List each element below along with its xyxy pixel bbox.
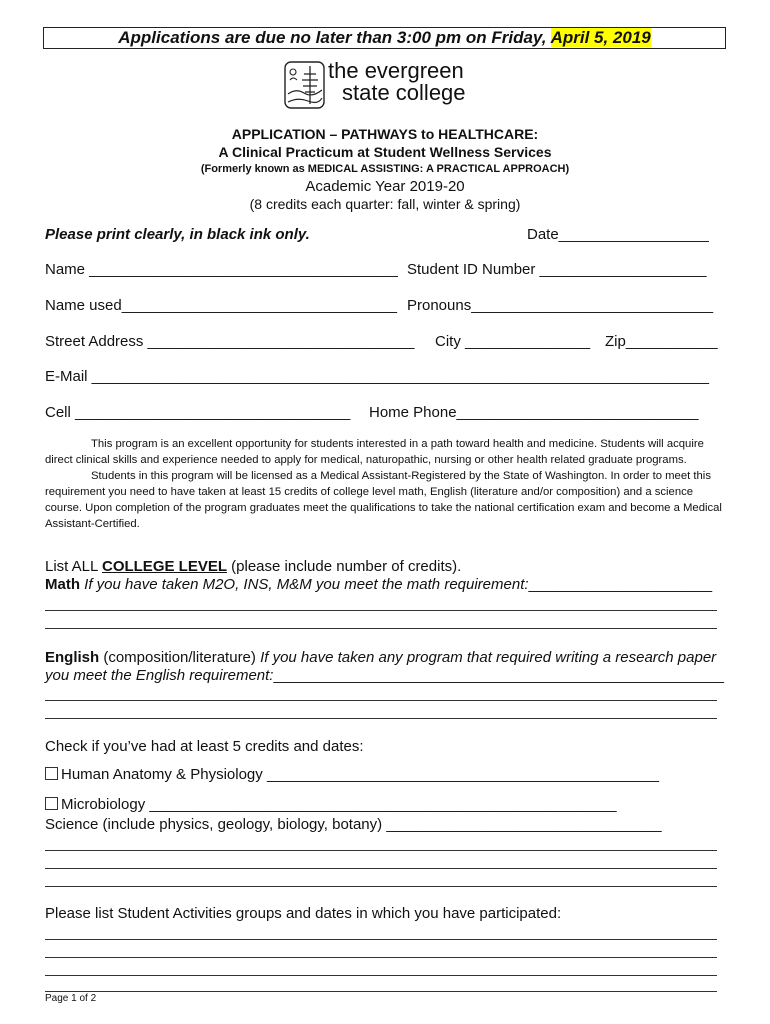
microbiology-checkbox[interactable] xyxy=(45,797,58,810)
anatomy-blank[interactable]: _______________________________________________ xyxy=(266,766,660,783)
college-level-heading xyxy=(45,558,725,575)
math-label: Math xyxy=(45,576,80,593)
page-number: Page 1 of 2 xyxy=(45,993,97,1004)
name-field[interactable]: Name _____________________________________ xyxy=(45,261,398,278)
english-instruction: If you have taken any program that required writing a research paper xyxy=(260,649,717,666)
anatomy-physiology-row xyxy=(45,766,725,783)
math-answer-line[interactable] xyxy=(45,610,717,611)
microbiology-row xyxy=(45,796,725,813)
math-instruction: If you have taken M2O, INS, M&M you meet the math requirement: xyxy=(80,576,529,593)
logo-line-2: state college xyxy=(342,80,466,105)
science-answer-line[interactable] xyxy=(45,868,717,869)
zip-field[interactable]: Zip___________ xyxy=(605,333,718,350)
description-paragraph-2: Students in this program will be licensed as a Medical Assistant-Registered by the State of Washington. In order to meet this requirement you need to have taken at least 15 credits of college level math, English (literature and/or composition) and a science course. Upon completion of the program graduates meet the qualifications to take the national certification exam and become a Medical Assistant-Certified. xyxy=(45,470,722,530)
english-answer-line[interactable] xyxy=(45,718,717,719)
credits-note: (8 credits each quarter: fall, winter & spring) xyxy=(249,196,521,212)
math-answer-line[interactable] xyxy=(45,628,717,629)
list-all-text: List ALL xyxy=(45,558,102,575)
email-field[interactable]: E-Mail __________________________________________________________________________ xyxy=(45,368,709,385)
english-requirement-line-2 xyxy=(45,667,725,684)
activities-answer-line[interactable] xyxy=(45,975,717,976)
tree-landscape-icon xyxy=(284,60,326,110)
activities-answer-line[interactable] xyxy=(45,939,717,940)
activities-heading: Please list Student Activities groups and dates in which you have participated: xyxy=(45,905,562,922)
english-instruction-2: you meet the English requirement: xyxy=(45,667,274,684)
activities-answer-line[interactable] xyxy=(45,957,717,958)
college-level-emphasis: COLLEGE LEVEL xyxy=(101,558,227,575)
anatomy-checkbox[interactable] xyxy=(45,767,58,780)
pronouns-field[interactable]: Pronouns_____________________________ xyxy=(407,297,714,314)
anatomy-label: Human Anatomy & Physiology xyxy=(61,766,267,783)
date-field[interactable]: Date__________________ xyxy=(527,226,709,243)
deadline-date-highlight: April 5, 2019 xyxy=(550,28,651,47)
academic-year: Academic Year 2019-20 xyxy=(305,178,465,195)
logo-line-1: the evergreen xyxy=(328,58,464,83)
science-row xyxy=(45,816,725,833)
home-phone-field[interactable]: Home Phone_____________________________ xyxy=(369,404,699,421)
cell-field[interactable]: Cell _________________________________ xyxy=(45,404,351,421)
print-instructions: Please print clearly, in black ink only. xyxy=(45,226,310,243)
name-used-field[interactable]: Name used_________________________________ xyxy=(45,297,398,314)
math-blank[interactable]: ______________________ xyxy=(528,576,713,593)
college-logo xyxy=(328,60,466,104)
microbiology-blank[interactable]: ________________________________________________________ xyxy=(149,796,617,813)
program-description xyxy=(45,436,725,532)
application-title: APPLICATION – PATHWAYS to HEALTHCARE: xyxy=(231,126,539,142)
description-paragraph-1: This program is an excellent opportunity for students interested in a path toward health and medicine. Students will acquire direct clinical skills and experience needed to apply for medical, naturopathic, nursing or other health related graduate programs. xyxy=(45,438,704,466)
english-paren: (composition/literature) xyxy=(99,649,261,666)
science-blank[interactable]: _________________________________ xyxy=(386,816,662,833)
english-blank[interactable]: ______________________________________________________ xyxy=(273,667,724,684)
microbiology-label: Microbiology xyxy=(61,796,150,813)
application-subtitle: A Clinical Practicum at Student Wellness Services xyxy=(218,144,552,160)
english-label: English xyxy=(45,649,100,666)
science-answer-line[interactable] xyxy=(45,886,717,887)
student-id-field[interactable]: Student ID Number ____________________ xyxy=(407,261,707,278)
activities-answer-line[interactable] xyxy=(45,991,717,992)
math-requirement xyxy=(45,576,725,593)
science-label: Science (include physics, geology, biology, botany) xyxy=(45,816,387,833)
english-answer-line[interactable] xyxy=(45,700,717,701)
deadline-banner xyxy=(43,27,726,49)
science-answer-line[interactable] xyxy=(45,850,717,851)
city-field[interactable]: City _______________ xyxy=(435,333,591,350)
street-address-field[interactable]: Street Address ________________________________ xyxy=(45,333,415,350)
english-requirement xyxy=(45,649,725,666)
deadline-text: Applications are due no later than 3:00 pm on Friday, xyxy=(118,28,551,47)
credits-check-heading: Check if you’ve had at least 5 credits and dates: xyxy=(45,738,364,755)
former-name-note: (Formerly known as MEDICAL ASSISTING: A PRACTICAL APPROACH) xyxy=(200,163,570,175)
credits-instruction: (please include number of credits). xyxy=(227,558,462,575)
